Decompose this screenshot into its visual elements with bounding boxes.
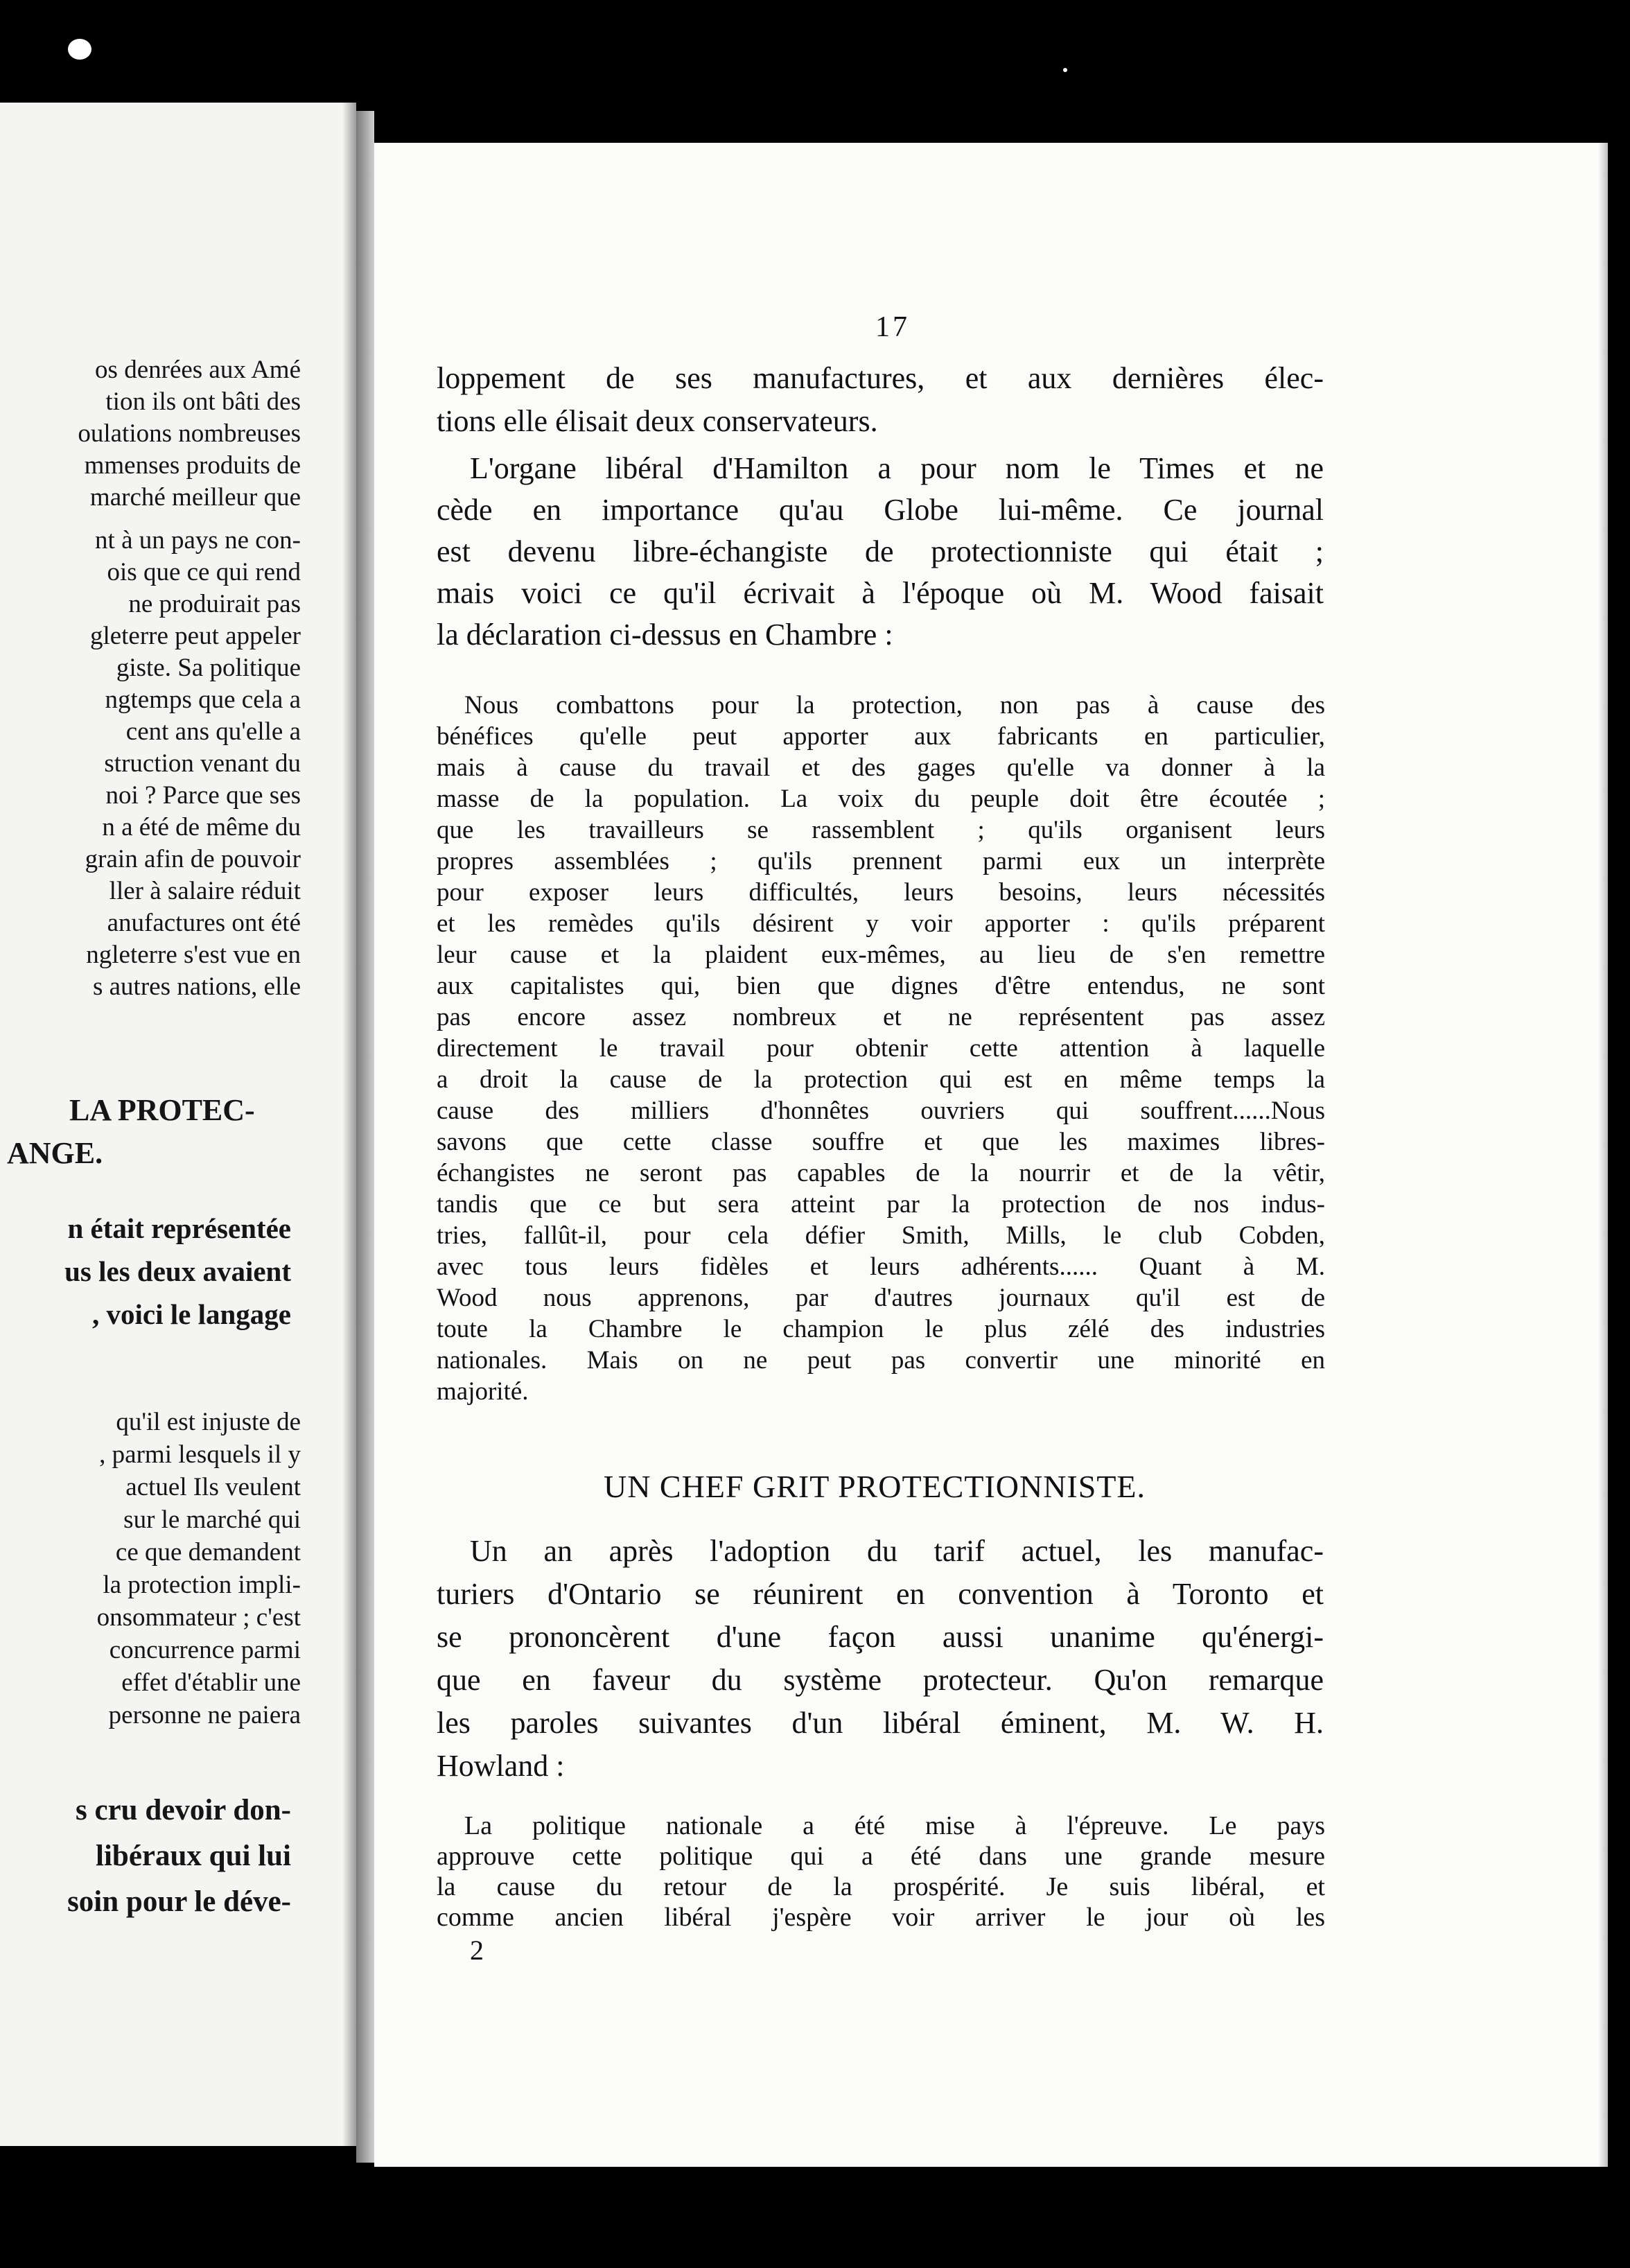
left-page-line: oulations nombreuses <box>78 419 301 448</box>
quote-line: a droit la cause de la protection qui est en même temps la <box>437 1065 1325 1094</box>
left-page-line: concurrence parmi <box>109 1636 301 1664</box>
left-page-line: ngleterre s'est vue en <box>86 941 301 969</box>
section-heading: UN CHEF GRIT PROTECTIONNISTE. <box>603 1469 1146 1504</box>
left-page-line: giste. Sa politique <box>116 654 301 682</box>
left-page-line: marché meilleur que <box>89 483 301 512</box>
left-page-heading-line: LA PROTEC- <box>69 1093 255 1127</box>
quote-line: tries, fallût-il, pour cela défier Smith, Mills, le club Cobden, <box>437 1221 1325 1250</box>
quote-line: nationales. Mais on ne peut pas convertir une minorité en <box>437 1346 1325 1375</box>
body-line: cède en importance qu'au Globe lui-même. Ce journal <box>437 493 1324 527</box>
left-page-line: s cru devoir don- <box>76 1794 291 1826</box>
left-page-heading-line: ANGE. <box>7 1136 103 1170</box>
body-line: se prononcèrent d'une façon aussi unanime qu'énergi- <box>437 1620 1324 1654</box>
left-page-line: , parmi lesquels il y <box>99 1440 301 1469</box>
left-page-line: personne ne paiera <box>108 1701 301 1729</box>
left-page-line: noi ? Parce que ses <box>105 781 301 810</box>
left-page-line: ce que demandent <box>115 1538 301 1567</box>
left-page-line: effet d'établir une <box>121 1668 301 1697</box>
left-page-line: n était représentée <box>67 1212 291 1244</box>
right-page-edge-shadow <box>1598 143 1608 2167</box>
quote-line: pas encore assez nombreux et ne représentent pas assez <box>437 1003 1325 1031</box>
book-gutter <box>356 111 374 2163</box>
quote-line: échangistes ne seront pas capables de la nourrir et de la vêtir, <box>437 1159 1325 1187</box>
left-page-line: actuel Ils veulent <box>125 1473 301 1501</box>
quote-line: majorité. <box>437 1377 529 1406</box>
body-line: Un an après l'adoption du tarif actuel, les manufac- <box>470 1534 1324 1568</box>
left-page-line: ller à salaire réduit <box>109 877 301 905</box>
quote-line: toute la Chambre le champion le plus zélé des industries <box>437 1315 1325 1343</box>
left-page-line: la protection impli- <box>103 1571 301 1599</box>
left-page-line: grain afin de pouvoir <box>85 845 301 873</box>
quote-line: leur cause et la plaident eux-mêmes, au lieu de s'en remettre <box>437 941 1325 969</box>
body-line: turiers d'Ontario se réunirent en convention à Toronto et <box>437 1577 1324 1611</box>
quote-line: pour exposer leurs difficultés, leurs besoins, leurs nécessités <box>437 878 1325 907</box>
quote-line: tandis que ce but sera atteint par la protection de nos indus- <box>437 1190 1325 1219</box>
body-line: mais voici ce qu'il écrivait à l'époque où M. Wood faisait <box>437 576 1324 610</box>
body-line: la déclaration ci-dessus en Chambre : <box>437 618 893 652</box>
left-page-line: gleterre peut appeler <box>89 622 301 650</box>
left-page-line: struction venant du <box>104 749 301 778</box>
body-line: est devenu libre-échangiste de protectionniste qui était ; <box>437 534 1324 568</box>
signature-mark: 2 <box>470 1935 484 1966</box>
left-page-line: tion ils ont bâti des <box>105 387 301 416</box>
quote-line: approuve cette politique qui a été dans une grande mesure <box>437 1842 1325 1871</box>
quote-line: directement le travail pour obtenir cette attention à laquelle <box>437 1034 1325 1063</box>
quote-line: Wood nous apprenons, par d'autres journaux qu'il est de <box>437 1284 1325 1312</box>
quote-line: avec tous leurs fidèles et leurs adhérents...... Quant à M. <box>437 1253 1325 1281</box>
left-page-line: soin pour le déve- <box>67 1885 291 1918</box>
body-line: les paroles suivantes d'un libéral éminent, M. W. H. <box>437 1706 1324 1740</box>
left-page-line: us les deux avaient <box>64 1255 291 1287</box>
left-page-line: libéraux qui lui <box>96 1840 291 1872</box>
quote-line: Nous combattons pour la protection, non pas à cause des <box>464 691 1325 719</box>
quote-line: et les remèdes qu'ils désirent y voir apporter : qu'ils préparent <box>437 909 1325 938</box>
body-line: Howland : <box>437 1749 565 1783</box>
left-page-line: n a été de même du <box>102 813 301 841</box>
page-number: 17 <box>875 311 910 343</box>
quote-line: savons que cette classe souffre et que les maximes libres- <box>437 1128 1325 1156</box>
quote-line: mais à cause du travail et des gages qu'elle va donner à la <box>437 753 1325 782</box>
quote-line: masse de la population. La voix du peuple doit être écoutée ; <box>437 785 1325 813</box>
left-page-line: os denrées aux Amé <box>95 356 301 384</box>
body-line: loppement de ses manufactures, et aux dernières élec- <box>437 361 1324 395</box>
left-page-line: cent ans qu'elle a <box>125 717 301 746</box>
quote-line: propres assemblées ; qu'ils prennent parmi eux un interprète <box>437 847 1325 875</box>
quote-line: la cause du retour de la prospérité. Je suis libéral, et <box>437 1872 1325 1901</box>
left-page-line: mmenses produits de <box>84 451 301 480</box>
quote-line: aux capitalistes qui, bien que dignes d'être entendus, ne sont <box>437 972 1325 1000</box>
left-facing-page <box>0 103 356 2146</box>
left-page-line: sur le marché qui <box>123 1506 301 1534</box>
left-page-line: ngtemps que cela a <box>105 686 301 714</box>
left-page-line: anufactures ont été <box>107 909 301 937</box>
scan-speck <box>68 39 91 60</box>
body-line: que en faveur du système protecteur. Qu'on remarque <box>437 1663 1324 1697</box>
left-page-line: qu'il est injuste de <box>116 1408 301 1436</box>
quote-line: que les travailleurs se rassemblent ; qu'ils organisent leurs <box>437 816 1325 844</box>
left-page-line: s autres nations, elle <box>92 972 301 1001</box>
quote-line: cause des milliers d'honnêtes ouvriers qui souffrent......Nous <box>437 1097 1325 1125</box>
quote-line: bénéfices qu'elle peut apporter aux fabricants en particulier, <box>437 722 1325 751</box>
quote-line: comme ancien libéral j'espère voir arriver le jour où les <box>437 1903 1325 1932</box>
left-page-line: ois que ce qui rend <box>107 558 301 586</box>
body-line: tions elle élisait deux conservateurs. <box>437 404 878 438</box>
left-page-line: nt à un pays ne con- <box>95 526 301 555</box>
left-page-line: ne produirait pas <box>128 590 301 618</box>
quote-line: La politique nationale a été mise à l'épreuve. Le pays <box>464 1811 1325 1840</box>
left-page-line: onsommateur ; c'est <box>96 1603 301 1632</box>
scan-speck <box>1063 68 1067 72</box>
body-line: L'organe libéral d'Hamilton a pour nom le Times et ne <box>470 451 1324 485</box>
left-page-line: , voici le langage <box>92 1298 291 1330</box>
